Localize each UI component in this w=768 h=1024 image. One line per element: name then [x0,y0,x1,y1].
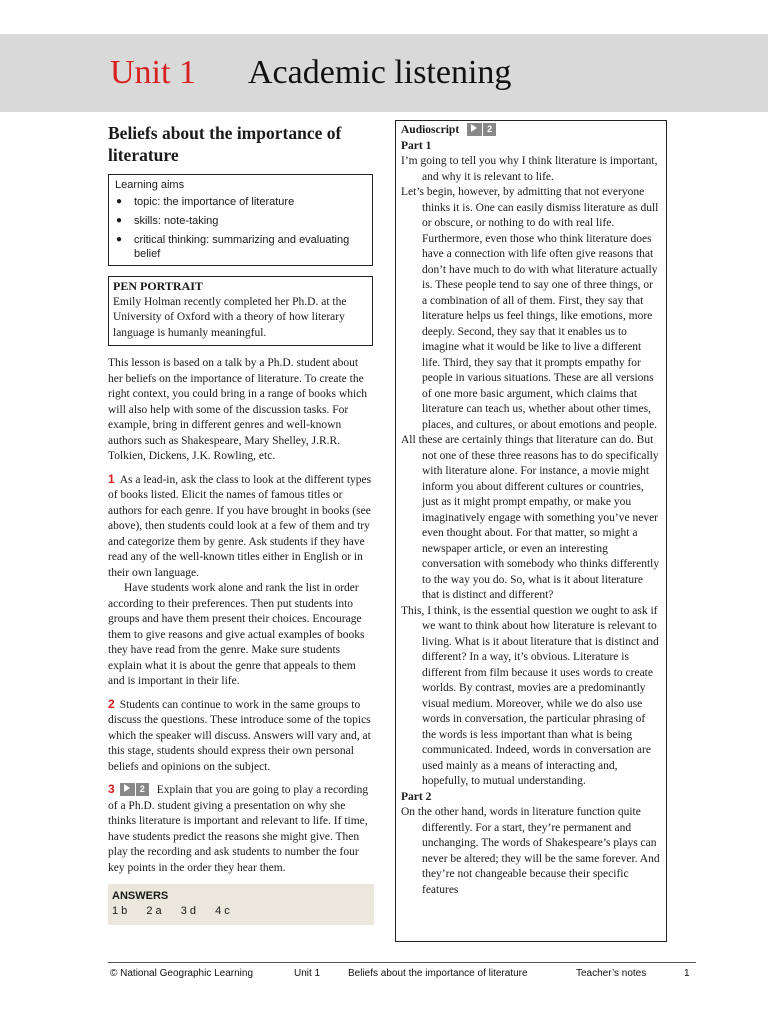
audio-track-badge [467,123,496,136]
step-1-continuation: Have students work alone and rank the list in order according to their preferences. Then put students into groups and have them present their choices. Encourage them to give reasons and give actual examples of books they have read from the genre. Make sure students explain what it is about the genre that appeals to them and is important in their life. [108,582,365,687]
script-paragraph: This, I think, is the essential question we ought to ask if we want to think about how literature is relevant to living. What is it about literature that is distinct and different? In a way, it’s obvious. Literature is different from film because it uses words to create worlds. By contrast, movies are a predominantly visual medium. Moreover, while we do also use words in conversation, the particular phrasing of the words is less important than what is being communicated. Indeed, words in conversation are used mainly as a means of interacting and, hopefully, to mutual understanding. [401,604,659,787]
step-2-paragraph [108,697,374,776]
part-1-heading: Part 1 [401,139,432,152]
footer-lesson: Beliefs about the importance of literature [348,968,528,979]
pen-portrait-heading: PEN PORTRAIT [113,279,203,293]
audioscript-title: Audioscript [401,124,460,136]
unit-label: Unit 1 [110,54,196,91]
intro-paragraph: This lesson is based on a talk by a Ph.D. student about her beliefs on the importance of literature. To create the right context, you could bring in a range of books which will also help with some of the discussion tasks. For example, bring in different genres and well-known authors such as Shakespeare, Mary Shelley, J.R.R. Tolkien, Dickens, J.K. Rowling, etc. [108,357,368,462]
play-icon [124,784,130,792]
answer-item: 4 c [215,905,230,917]
answers-box [108,884,374,925]
step-number: 2 [108,696,115,711]
footer-publisher: © National Geographic Learning [110,968,254,979]
script-paragraph: On the other hand, words in literature function quite differently. For a start, they’re permanent and unchanging. The words of Shakespeare’s plays can never be altered; they will be the same forever. And they’re not changeable because their specific features [401,806,660,896]
learning-aim-item: ● skills: note-taking [115,214,366,228]
left-column [108,122,374,925]
pen-portrait-text: Emily Holman recently completed her Ph.D. at the University of Oxford with a theory of how literary language is humanly meaningful. [113,295,347,339]
footer-section: Teacher’s notes [576,968,647,979]
script-paragraph: All these are certainly things that literature can do. But not one of these three reasons has to do specifically with literature alone. For instance, a movie might inform you about different cultures or countries, just as it might prompt empathy, or make you imaginatively engage with something you’ve never even thought about. For that matter, so might a newspaper article, or even an interesting conversation with somebody who thinks differently to the way you do. So, what is it about literature that is distinct and different? [401,434,660,601]
learning-aims-list [115,195,366,261]
play-icon [471,124,477,132]
step-3-paragraph [108,782,374,876]
script-paragraph: I’m going to tell you why I think literature is important, and why it is relevant to life. [401,155,658,183]
part-2-heading: Part 2 [401,790,432,803]
audio-track-number: 2 [487,123,493,134]
audio-track-number: 2 [139,783,145,794]
audioscript-heading [401,123,660,139]
footer-divider [108,962,696,963]
step-text: Explain that you are going to play a recording of a Ph.D. student giving a presentation on why she thinks literature is important and relevant to life. If time, have students predict the reasons she might give. Then play the recording and ask students to number the four key points in the order they hear them. [108,784,369,874]
step-text: Students can continue to work in the same groups to discuss the questions. These introduce some of the topics which the speaker will discuss. Answers will vary and, at this stage, students should express their own personal beliefs and opinions on the subject. [108,698,371,773]
teacher-notes-body [108,356,374,876]
learning-aims-box [108,174,373,266]
audio-track-badge [120,783,149,796]
pen-portrait-box [108,276,373,346]
step-1-paragraph [108,472,374,582]
audioscript-box [395,120,667,942]
script-paragraph: Let’s begin, however, by admitting that not everyone thinks it is. One can easily dismiss literature as dull or obscure, or nothing to do with real life. Furthermore, even those who think literature does have a connection with life often give reasons that don’t have much to do with what literature actually is. These people tend to say one of three things, or a combination of all of them. First, they say that literature helps us feel things, like emotions, more deeply. Second, they say that it enables us to imagine what it would be like to live a different life. Third, they say that it prompts empathy for people in various situations. These are all versions of one more basic argument, which claims that literature can teach us, whether about other times, places, and cultures, or about emotions and people. [401,186,659,431]
learning-aim-item: ● critical thinking: summarizing and evaluating belief [115,233,366,261]
step-text: As a lead-in, ask the class to look at the different types of books listed. Elicit the names of famous titles or authors for each genre. If you have brought in books (see above), then students could look at a few of them and try and categorize them by genre. Ask students if they have read any of the well-known titles either in English or in their own language. [108,473,372,579]
learning-aim-item: ● topic: the importance of literature [115,195,366,209]
answer-item: 3 d [180,905,197,917]
lesson-title: Beliefs about the importance of literature [108,123,342,165]
answer-item: 2 a [146,905,162,917]
unit-title: Academic listening [248,54,512,91]
answer-item: 1 b [112,905,128,917]
answers-row [112,904,368,919]
learning-aims-heading: Learning aims [115,179,185,191]
answers-heading: ANSWERS [112,890,169,902]
footer-unit: Unit 1 [294,968,321,979]
step-number: 1 [108,471,115,486]
footer-page-number: 1 [684,968,690,979]
step-number: 3 [108,782,115,796]
